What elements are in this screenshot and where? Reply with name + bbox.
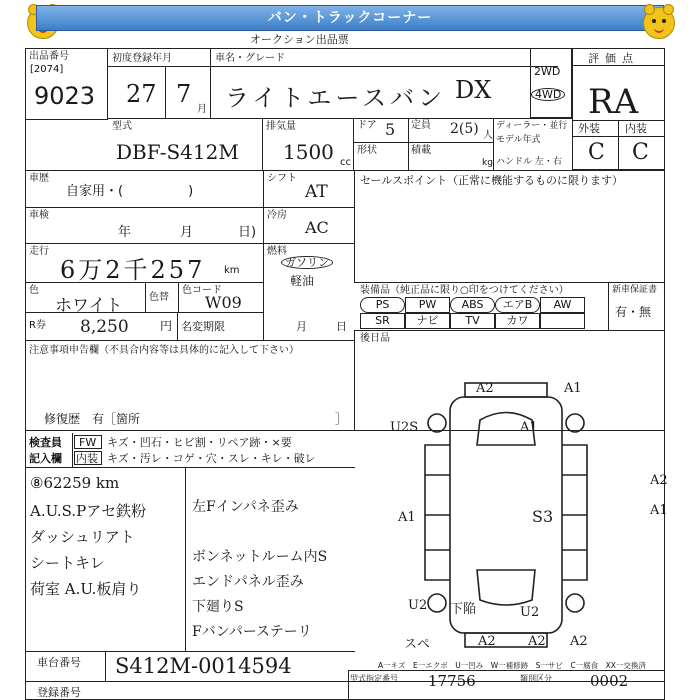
damage-mark: スペ xyxy=(404,637,431,652)
damage-mark: 下陥 xyxy=(450,602,477,617)
recycle-label: R券 xyxy=(29,320,46,331)
equipment-item: ナビ xyxy=(405,313,450,329)
inspection-day-unit: 日) xyxy=(238,225,257,240)
shift-value: AT xyxy=(305,182,328,202)
interior-items: キズ・汚レ・コゲ・穴・スレ・キレ・破レ xyxy=(107,452,316,465)
model-year-label: モデル年式 xyxy=(496,135,541,145)
dealer-label: ディーラー・並行 xyxy=(496,121,568,131)
drive-2wd: 2WD xyxy=(534,65,561,78)
fw-label: FW xyxy=(79,436,97,449)
color-value: ホワイト xyxy=(55,296,123,316)
damage-mark: U2S xyxy=(390,420,419,435)
interior-grade: C xyxy=(632,140,649,165)
evaluation-score: RA xyxy=(588,82,639,122)
banner-title: バン・トラックコーナー xyxy=(267,10,433,26)
damage-mark: U2 xyxy=(520,605,540,620)
fuel-label: 燃料 xyxy=(267,246,287,257)
mfg-label: 型式指定番号 xyxy=(350,674,398,683)
usage-label: 車歴 xyxy=(29,173,49,184)
damage-mark: A2 xyxy=(476,381,494,396)
new-warranty-label: 新車保証書 xyxy=(612,285,658,295)
damage-mark: A2 xyxy=(570,634,588,649)
displacement-label: 排気量 xyxy=(266,121,296,132)
chassis-number: S412M-0014594 xyxy=(115,654,292,678)
repair-history: 修復歴 有［箇所 xyxy=(44,412,141,426)
person-unit: 人 xyxy=(483,130,493,141)
chassis-label: 車台番号 xyxy=(37,656,81,669)
handle-label: ハンドル 左・右 xyxy=(496,157,562,167)
ac-value: AC xyxy=(305,218,329,237)
remark-right-line: 左Fインパネ歪み xyxy=(192,499,299,515)
banner xyxy=(36,5,664,31)
load-label: 積載 xyxy=(411,145,431,156)
doors-label: ドア xyxy=(357,120,377,131)
cc-unit: cc xyxy=(340,157,351,168)
interior-label: 内装 xyxy=(625,122,647,135)
warranty-value: 有・無 xyxy=(615,305,652,319)
car-grade: DX xyxy=(455,76,492,104)
car-name: ライトエースバン xyxy=(225,84,447,112)
lot-label: 出品番号 xyxy=(29,51,69,62)
damage-mark: S3 xyxy=(532,507,554,526)
equipment-item: PW xyxy=(405,297,450,313)
rear-seat-label: 後日品 xyxy=(360,333,390,344)
remark-right-line: Fバンパーステーリ xyxy=(192,624,312,640)
name-change-month-unit: 月 xyxy=(296,320,307,333)
shift-label: シフト xyxy=(267,173,297,184)
color-code-label: 色コード xyxy=(182,285,222,296)
damage-mark: A1 xyxy=(650,503,668,518)
mileage-value: 6万2千257 xyxy=(60,256,206,284)
drive-box xyxy=(530,48,572,118)
mfg-value: 17756 xyxy=(428,672,476,690)
remark-right-line: 下廻りS xyxy=(192,599,244,615)
interior-insp-label: 内装 xyxy=(76,452,98,465)
recycle-unit: 円 xyxy=(160,319,173,333)
equipment-label: 装備品（純正品に限り○印をつけてください） xyxy=(360,285,569,296)
class-label: 類別区分 xyxy=(520,674,552,683)
remark-left-line: ⑧62259 km xyxy=(30,474,120,492)
equipment-item: カワ xyxy=(495,313,540,329)
name-change-day-unit: 日 xyxy=(336,320,347,333)
damage-mark: A2 xyxy=(478,634,496,649)
damage-mark: A1 xyxy=(398,510,416,525)
registration-year-label: 初度登録年月 xyxy=(112,53,172,64)
remark-right-line: エンドパネル歪み xyxy=(192,574,304,590)
remark-left-line: A.U.S.Pアセ鉄粉 xyxy=(30,502,147,520)
damage-legend: A一キズ E一エクボ U一凹み W一補修跡 S一サビ C一腐食 XX一交換済 xyxy=(378,661,646,670)
color-label: 色 xyxy=(29,285,39,296)
inspection-year-unit: 年 xyxy=(118,225,132,240)
evaluation-label: 評価点 xyxy=(588,52,639,65)
doors: 5 xyxy=(385,120,396,139)
color-code: W09 xyxy=(205,293,242,312)
damage-mark: A2 xyxy=(528,634,546,649)
exterior-grade: C xyxy=(588,140,605,165)
mileage-label: 走行 xyxy=(29,246,49,257)
mileage-unit: km xyxy=(224,265,240,276)
equipment-item: ABS xyxy=(450,297,495,313)
ac-label: 冷房 xyxy=(267,210,287,221)
damage-mark: A1 xyxy=(564,381,582,396)
inspector-label-2: 記入欄 xyxy=(29,452,62,465)
remark-right-line: ボンネットルーム内S xyxy=(192,549,328,565)
form-partial-title: オークション出品票 xyxy=(250,33,349,46)
class-value: 0002 xyxy=(590,672,629,690)
reg-number-label: 登録番号 xyxy=(37,686,81,699)
registration-month: 7 xyxy=(176,80,192,108)
exterior-label: 外装 xyxy=(578,122,600,135)
sales-point-label: セールスポイント（正常に機能するものに限ります） xyxy=(360,174,624,187)
remark-left-line: ダッシュリアト xyxy=(30,528,135,546)
displacement: 1500 xyxy=(283,140,334,164)
repair-close: ］ xyxy=(335,412,348,426)
notes-label: 注意事項申告欄（不具合内容等は具体的に記入して下さい） xyxy=(29,345,299,356)
capacity: 2(5) xyxy=(450,121,479,137)
color-tone-label: 色替 xyxy=(149,292,169,303)
lot-small-number: [2074] xyxy=(30,64,64,75)
fuel-diesel: 軽油 xyxy=(290,274,315,288)
damage-mark: A2 xyxy=(650,473,668,488)
equipment-item: SR xyxy=(360,313,405,329)
lot-number: 9023 xyxy=(34,82,96,110)
capacity-label: 定員 xyxy=(411,120,431,131)
inspector-label-1: 検査員 xyxy=(29,436,62,449)
remark-left-line: シートキレ xyxy=(30,554,105,572)
inspection-month-unit: 月 xyxy=(180,225,194,240)
fuel-gasoline-selected: ガソリン xyxy=(281,256,333,269)
inspection-label: 車検 xyxy=(29,210,49,221)
remark-left-line: 荷室 A.U.板肩り xyxy=(30,580,142,598)
damage-mark: U2 xyxy=(408,598,428,613)
equipment-item xyxy=(540,313,585,329)
fw-items: キズ・凹石・ヒビ割・リペア跡・×要 xyxy=(107,436,292,449)
name-change-label: 名変期限 xyxy=(181,320,225,333)
car-name-label: 車名・グレード xyxy=(215,53,285,64)
equipment-item: AW xyxy=(540,297,585,313)
usage-value: 自家用・( ) xyxy=(66,184,194,199)
mascot-right-icon xyxy=(643,7,675,39)
recycle-value: 8,250 xyxy=(80,317,129,337)
shape-label: 形状 xyxy=(357,145,377,156)
model-code: DBF-S412M xyxy=(116,140,239,164)
model-label: 型式 xyxy=(112,121,132,132)
drive-4wd-selected: 4WD xyxy=(531,88,565,101)
damage-mark: A1 xyxy=(520,420,538,435)
registration-year: 27 xyxy=(126,80,157,108)
equipment-item: エアB xyxy=(495,297,540,313)
kg-unit: kg xyxy=(482,158,493,168)
equipment-item: PS xyxy=(360,297,405,313)
equipment-item: TV xyxy=(450,313,495,329)
month-suffix: 月 xyxy=(197,104,207,115)
